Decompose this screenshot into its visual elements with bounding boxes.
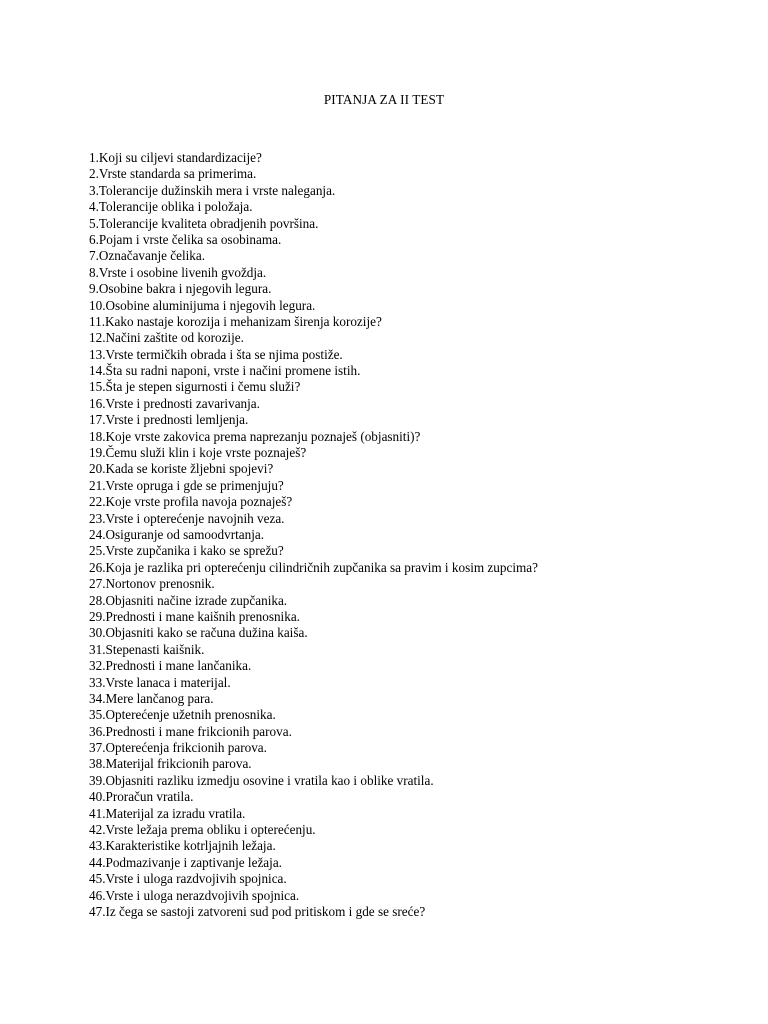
question-item: 26.Koja je razlika pri opterećenju cilindričnih zupčanika sa pravim i kosim zupcima? xyxy=(89,559,538,575)
question-item: 8.Vrste i osobine livenih gvoždja. xyxy=(89,264,267,280)
question-item: 46.Vrste i uloga nerazdvojivih spojnica. xyxy=(89,887,300,903)
question-item: 19.Čemu služi klin i koje vrste poznaješ? xyxy=(89,445,307,461)
question-item: 17.Vrste i prednosti lemljenja. xyxy=(89,412,249,428)
question-item: 36.Prednosti i mane frikcionih parova. xyxy=(89,723,292,739)
question-item: 32.Prednosti i mane lančanika. xyxy=(89,658,252,674)
question-item: 44.Podmazivanje i zaptivanje ležaja. xyxy=(89,854,282,870)
question-item: 25.Vrste zupčanika i kako se sprežu? xyxy=(89,543,284,559)
question-item: 39.Objasniti razliku izmedju osovine i vratila kao i oblike vratila. xyxy=(89,772,434,788)
question-item: 21.Vrste opruga i gde se primenjuju? xyxy=(89,477,284,493)
question-item: 16.Vrste i prednosti zavarivanja. xyxy=(89,395,260,411)
question-item: 3.Tolerancije dužinskih mera i vrste naleganja. xyxy=(89,182,336,198)
question-item: 13.Vrste termičkih obrada i šta se njima postiže. xyxy=(89,346,343,362)
question-item: 29.Prednosti i mane kaišnih prenosnika. xyxy=(89,608,300,624)
question-item: 47.Iz čega se sastoji zatvoreni sud pod pritiskom i gde se sreće? xyxy=(89,903,426,919)
question-item: 20.Kada se koriste žljebni spojevi? xyxy=(89,461,274,477)
question-item: 40.Proračun vratila. xyxy=(89,789,194,805)
question-item: 2.Vrste standarda sa primerima. xyxy=(89,166,257,182)
question-item: 28.Objasniti načine izrade zupčanika. xyxy=(89,592,288,608)
question-item: 11.Kako nastaje korozija i mehanizam širenja korozije? xyxy=(89,313,382,329)
question-item: 6.Pojam i vrste čelika sa osobinama. xyxy=(89,231,282,247)
question-item: 18.Koje vrste zakovica prema naprezanju poznaješ (objasniti)? xyxy=(89,428,421,444)
question-item: 14.Šta su radni naponi, vrste i načini promene istih. xyxy=(89,363,361,379)
question-item: 30.Objasniti kako se računa dužina kaiša. xyxy=(89,625,308,641)
question-item: 38.Materijal frikcionih parova. xyxy=(89,756,252,772)
question-item: 43.Karakteristike kotrljajnih ležaja. xyxy=(89,838,276,854)
question-item: 27.Nortonov prenosnik. xyxy=(89,576,215,592)
question-list xyxy=(89,150,538,920)
question-item: 5.Tolerancije kvaliteta obradjenih površina. xyxy=(89,215,319,231)
question-item: 10.Osobine aluminijuma i njegovih legura. xyxy=(89,297,316,313)
question-item: 12.Načini zaštite od korozije. xyxy=(89,330,244,346)
question-item: 42.Vrste ležaja prema obliku i opterećenju. xyxy=(89,822,316,838)
question-item: 45.Vrste i uloga razdvojivih spojnica. xyxy=(89,871,287,887)
question-item: 35.Opterećenje užetnih prenosnika. xyxy=(89,707,276,723)
question-item: 7.Označavanje čelika. xyxy=(89,248,206,264)
question-item: 4.Tolerancije oblika i položaja. xyxy=(89,199,253,215)
question-item: 24.Osiguranje od samoodvrtanja. xyxy=(89,526,265,542)
question-item: 15.Šta je stepen sigurnosti i čemu služi? xyxy=(89,379,301,395)
question-item: 37.Opterećenja frikcionih parova. xyxy=(89,740,267,756)
question-item: 31.Stepenasti kaišnik. xyxy=(89,641,205,657)
question-item: 41.Materijal za izradu vratila. xyxy=(89,805,246,821)
question-item: 1.Koji su ciljevi standardizacije? xyxy=(89,150,262,165)
question-item: 33.Vrste lanaca i materijal. xyxy=(89,674,231,690)
question-item: 9.Osobine bakra i njegovih legura. xyxy=(89,281,272,297)
question-item: 34.Mere lančanog para. xyxy=(89,690,214,706)
page-title: PITANJA ZA II TEST xyxy=(323,92,445,107)
question-item: 23.Vrste i opterećenje navojnih veza. xyxy=(89,510,285,526)
question-item: 22.Koje vrste profila navoja poznaješ? xyxy=(89,494,293,510)
